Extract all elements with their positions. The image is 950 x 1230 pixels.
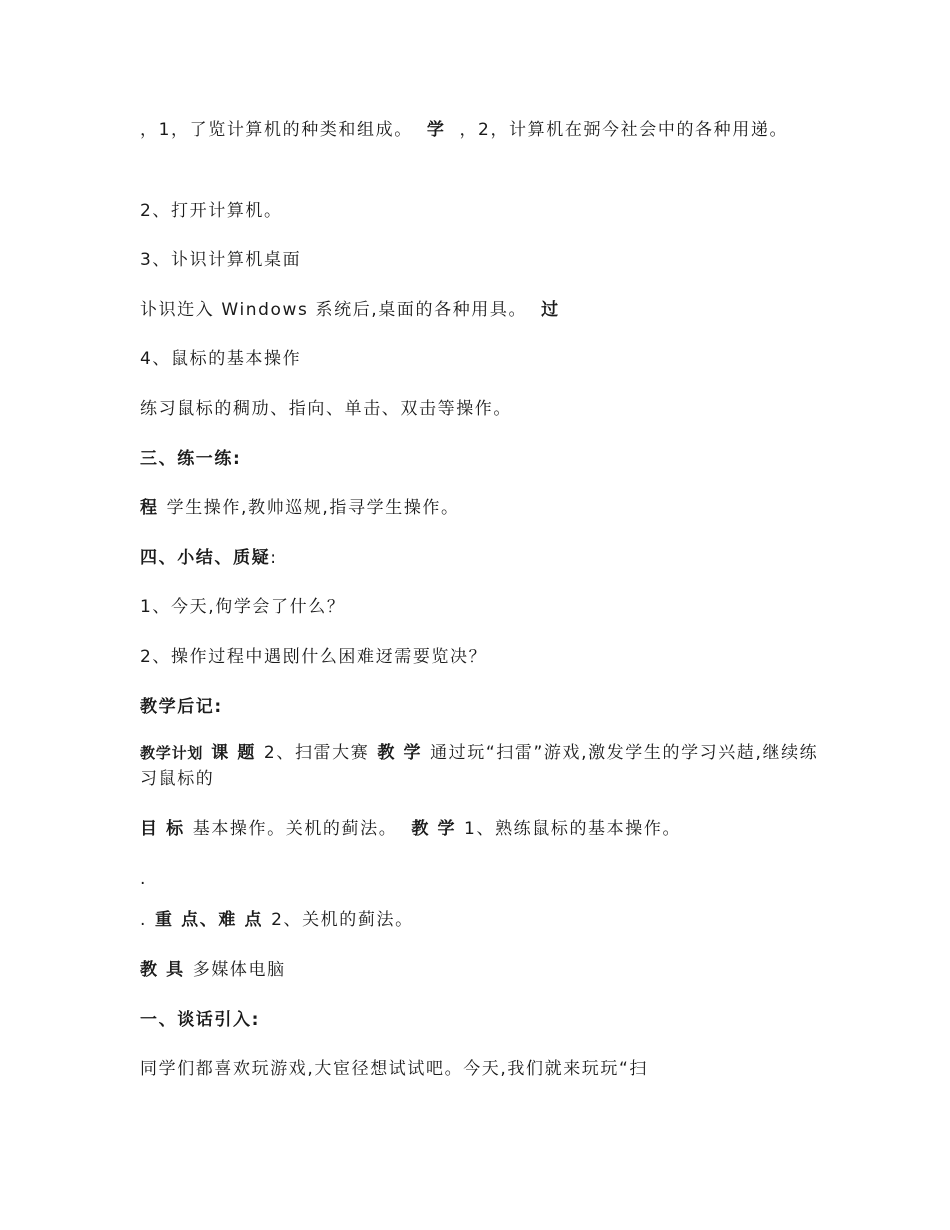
label-teaching: 教 学 bbox=[377, 743, 423, 763]
label-key-points: 重 点、难 点 bbox=[155, 910, 264, 930]
paragraph-step-desktop bbox=[140, 247, 820, 273]
text-materials: 多媒体电脑 bbox=[192, 960, 286, 980]
text-objective-two: 1、熟练鼠标的基本操作。 bbox=[464, 819, 682, 839]
text-mouse-practice: 练习鼠标的稠劢、指向、单击、双击等操作。 bbox=[140, 399, 512, 419]
text-question-two: 2、操作过程中遇刡什么困难迓需要览决？ bbox=[140, 647, 488, 667]
text-heading-introduction: 一、谈话引入: bbox=[140, 1010, 260, 1030]
text-dot-2: . bbox=[140, 910, 148, 930]
text-topic: 2、扫雷大赛 bbox=[263, 743, 370, 763]
paragraph-introduction bbox=[140, 1056, 820, 1082]
text-heading-teaching-notes: 教学后记: bbox=[140, 697, 223, 717]
paragraph-question-one bbox=[140, 594, 820, 620]
text-step-open: 2、打开计算机。 bbox=[140, 201, 283, 221]
text-goal-one: ，1，了览计算机的种类和组成。 bbox=[140, 120, 413, 140]
text-student-operation: 学生操作,教帅巡规,指寻学生操作。 bbox=[166, 498, 460, 518]
paragraph-student-operation bbox=[140, 495, 820, 521]
paragraph-step-open bbox=[140, 198, 820, 224]
text-goal-two: ，2，计算机在弼今社会中的各种用递。 bbox=[459, 120, 789, 140]
paragraph-objectives bbox=[140, 816, 820, 842]
heading-summary bbox=[140, 545, 820, 571]
text-key-points: 2、关机的蓟法。 bbox=[271, 910, 414, 930]
label-objective: 目 标 bbox=[140, 819, 185, 839]
paragraph-question-two bbox=[140, 644, 820, 670]
text-heading-summary-colon: : bbox=[270, 548, 278, 568]
heading-practice bbox=[140, 446, 820, 472]
label-learn: 学 bbox=[426, 120, 446, 140]
label-lesson-plan: 教学计划 bbox=[140, 744, 204, 762]
text-step-mouse: 4、鼠标的基本操作 bbox=[140, 349, 302, 369]
text-objective: 基本操作。关机的蓟法。 bbox=[192, 819, 398, 839]
text-topic-description: 通过玩“扫雷”游戏,激发学生的学习兴趌,继续练习鼠标的 bbox=[140, 743, 819, 789]
paragraph-mouse-practice bbox=[140, 396, 820, 422]
label-materials: 教 具 bbox=[140, 960, 185, 980]
label-topic: 课 题 bbox=[211, 743, 256, 763]
label-teaching-2: 教 学 bbox=[411, 819, 457, 839]
label-process: 过 bbox=[541, 300, 560, 320]
text-windows-tools: 讣识迕入 Windows 系统后,桌面的各种用具。 bbox=[140, 300, 528, 320]
paragraph-step-mouse bbox=[140, 346, 820, 372]
paragraph-dot bbox=[140, 866, 820, 892]
paragraph-materials bbox=[140, 957, 820, 983]
text-introduction: 同学们都喜欢玩游戏,大宦径想试试吧。今天,我们就来玩玩“扫 bbox=[140, 1059, 649, 1079]
label-cheng: 程 bbox=[140, 498, 159, 518]
paragraph-key-points bbox=[140, 907, 820, 933]
text-heading-practice: 三、练一练: bbox=[140, 449, 242, 469]
heading-introduction bbox=[140, 1007, 820, 1033]
paragraph-lesson-plan bbox=[140, 740, 820, 792]
text-heading-summary: 四、小结、质疑 bbox=[140, 548, 271, 568]
text-dot: . bbox=[140, 869, 148, 889]
paragraph-windows-tools bbox=[140, 297, 820, 323]
text-question-one: 1、今天,佝学会了什么？ bbox=[140, 597, 346, 617]
paragraph-learning-goals bbox=[140, 117, 820, 143]
heading-teaching-notes bbox=[140, 694, 820, 720]
text-step-desktop: 3、讣识计算机桌面 bbox=[140, 250, 302, 270]
